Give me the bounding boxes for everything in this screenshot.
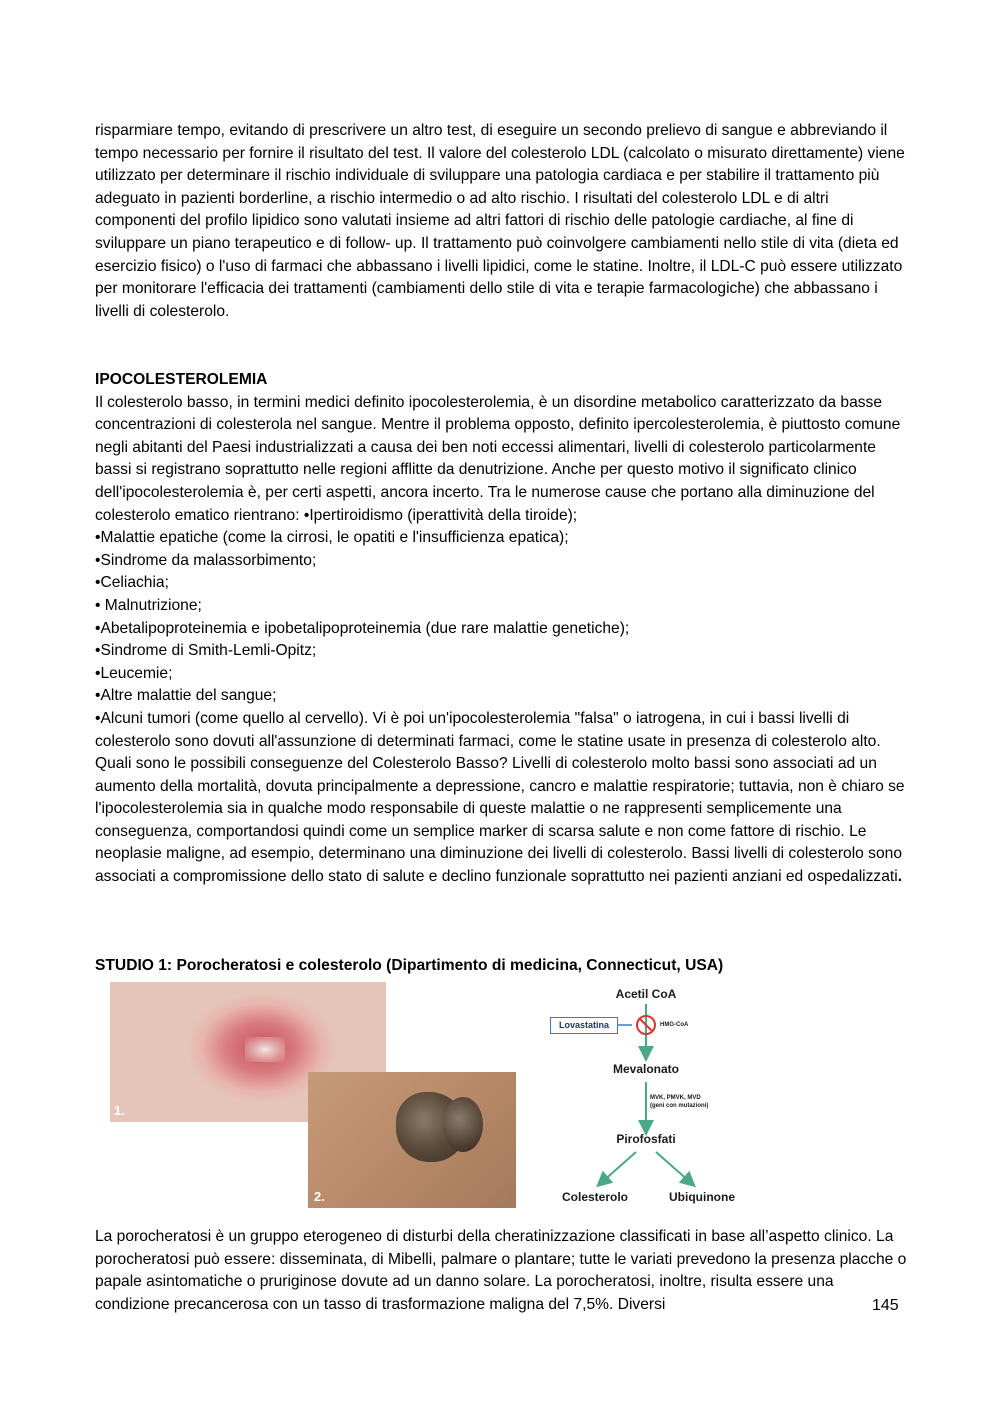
study-figure: [110, 982, 740, 1208]
skin-scale: [245, 1037, 285, 1062]
paragraph-consequences: [95, 708, 907, 889]
list-item: • Malnutrizione;: [95, 596, 202, 614]
mevalonate-pathway-diagram: [550, 982, 750, 1208]
node-colesterolo: Colesterolo: [561, 1190, 628, 1204]
paragraph-ipocolesterolemia: Il colesterolo basso, in termini medici definito ipocolesterolemia, è un disordine metabolico caratterizzato da basse concentrazioni di colesterola nel sangue. Mentre il problema opposto, definito ipercolesterolemia, è piuttosto comune negli abitanti del Paesi industrializzati a causa dei ben noti eccessi alimentari, livelli di colesterolo particolarmente bassi si registrano soprattutto nelle regioni afflitte da denutrizione. Anche per questo motivo il significato clinico dell'ipocolesterolemia è, per certi aspetti, ancora incerto. Tra le numerose cause che portano alla diminuzione del colesterolo ematico rientrano: •Ipertiroidismo (iperattività della tiroide);: [95, 393, 901, 524]
node-acetil: Acetil CoA: [615, 987, 677, 1001]
list-item: •Sindrome di Smith-Lemli-Opitz;: [95, 642, 317, 660]
lesion-shape: [443, 1097, 483, 1152]
study-title: STUDIO 1: Porocheratosi e colesterolo (Dipartimento di medicina, Connecticut, USA): [95, 957, 724, 974]
paragraph-porocheratosi-text: La porocheratosi è un gruppo eterogeneo di disturbi della cheratinizzazione classificati in base all’aspetto clinico. La porocheratosi può essere: disseminata, di Mibelli, palmare o plantare; tutte le variati prevedono la presenza placche o papale asintomatiche o pruriginose dovute ad un danno solare. La porocheratosi, inoltre, risulta essere una condizione precancerosa con un tasso di trasformazione maligna del 7,5%. Diversi: [95, 1228, 907, 1313]
node-pirofosfati: Pirofosfati: [616, 1132, 676, 1146]
ipocolesterolemia-section: [95, 369, 907, 889]
section-heading: IPOCOLESTEROLEMIA: [95, 371, 268, 388]
photo-label-2: 2.: [314, 1189, 325, 1204]
causes-list: [95, 527, 907, 708]
paragraph-ldl: [95, 120, 907, 323]
list-item: •Celiachia;: [95, 574, 169, 592]
paragraph-ldl-text: risparmiare tempo, evitando di prescrivere un altro test, di eseguire un secondo prelievo di sangue e abbreviando il tempo necessario per fornire il risultato del test. Il valore del colesterolo LDL (calcolato o misurato direttamente) viene utilizzato per determinare il rischio individuale di sviluppare una patologia cardiaca e per stabilire il trattamento più adeguato in pazienti borderline, a rischio intermedio o ad alto rischio. I risultati del colesterolo LDL e di altri componenti del profilo lipidico sono valutati insieme ad altri fattori di rischio delle patologie cardiache, al fine di sviluppare un piano terapeutico e di follow- up. Il trattamento può coinvolgere cambiamenti nello stile di vita (dieta ed esercizio fisico) o l'uso di farmaci che abbassano i livelli lipidici, come le statine. Inoltre, il LDL-C può essere utilizzato per monitorare l'efficacia dei trattamenti (cambiamenti dello stile di vita e terapie farmacologiche) che abbassano i livelli di colesterolo.: [95, 122, 905, 320]
inhibitor-lovastatina: Lovastatina: [550, 1017, 618, 1034]
paragraph-porocheratosi: [95, 1226, 907, 1316]
skin-photo-2: [308, 1072, 516, 1208]
enzyme-label: HMG-CoA: [660, 1022, 689, 1028]
page-number: 145: [872, 1297, 899, 1314]
node-ubiquinone: Ubiquinone: [669, 1190, 735, 1204]
paragraph-consequences-end: .: [897, 868, 903, 886]
list-item: •Malattie epatiche (come la cirrosi, le opatiti e l'insufficienza epatica);: [95, 529, 569, 547]
list-item: •Leucemie;: [95, 664, 173, 682]
paragraph-consequences-text: •Alcuni tumori (come quello al cervello). Vi è poi un'ipocolesterolemia "falsa" o iatrogena, in cui i bassi livelli di colesterolo sono dovuti all'assunzione di determinati farmaci, come le statine usate in presenza di colesterolo alto. Quali sono le possibili conseguenze del Colesterolo Basso? Livelli di colesterolo molto bassi sono associati ad un aumento della mortalità, dovuta principalmente a depressione, cancro e malattie respiratorie; tuttavia, non è chiaro se l'ipocolesterolemia sia in qualche modo responsabile di queste malattie o ne rappresenti semplicemente una conseguenza, comportandosi quindi come un semplice marker di scarsa salute e non come fattore di rischio. Le neoplasie maligne, ad esempio, determinano una diminuzione dei livelli di colesterolo. Bassi livelli di colesterolo sono associati a compromissione dello stato di salute e declino funzionale soprattutto nei pazienti anziani ed ospedalizzati: [95, 709, 905, 886]
list-item: •Abetalipoproteinemia e ipobetalipoproteinemia (due rare malattie genetiche);: [95, 619, 630, 637]
genes-note: (geni con mutazioni): [650, 1103, 709, 1109]
photo-label-1: 1.: [114, 1103, 125, 1118]
list-item: •Altre malattie del sangue;: [95, 687, 277, 705]
list-item: •Sindrome da malassorbimento;: [95, 551, 317, 569]
arrow-to-colesterolo: [602, 1152, 636, 1182]
node-mevalonato: Mevalonato: [612, 1062, 679, 1076]
genes-label: MVK, PMVK, MVD: [650, 1095, 701, 1101]
arrow-to-ubiquinone: [656, 1152, 690, 1182]
